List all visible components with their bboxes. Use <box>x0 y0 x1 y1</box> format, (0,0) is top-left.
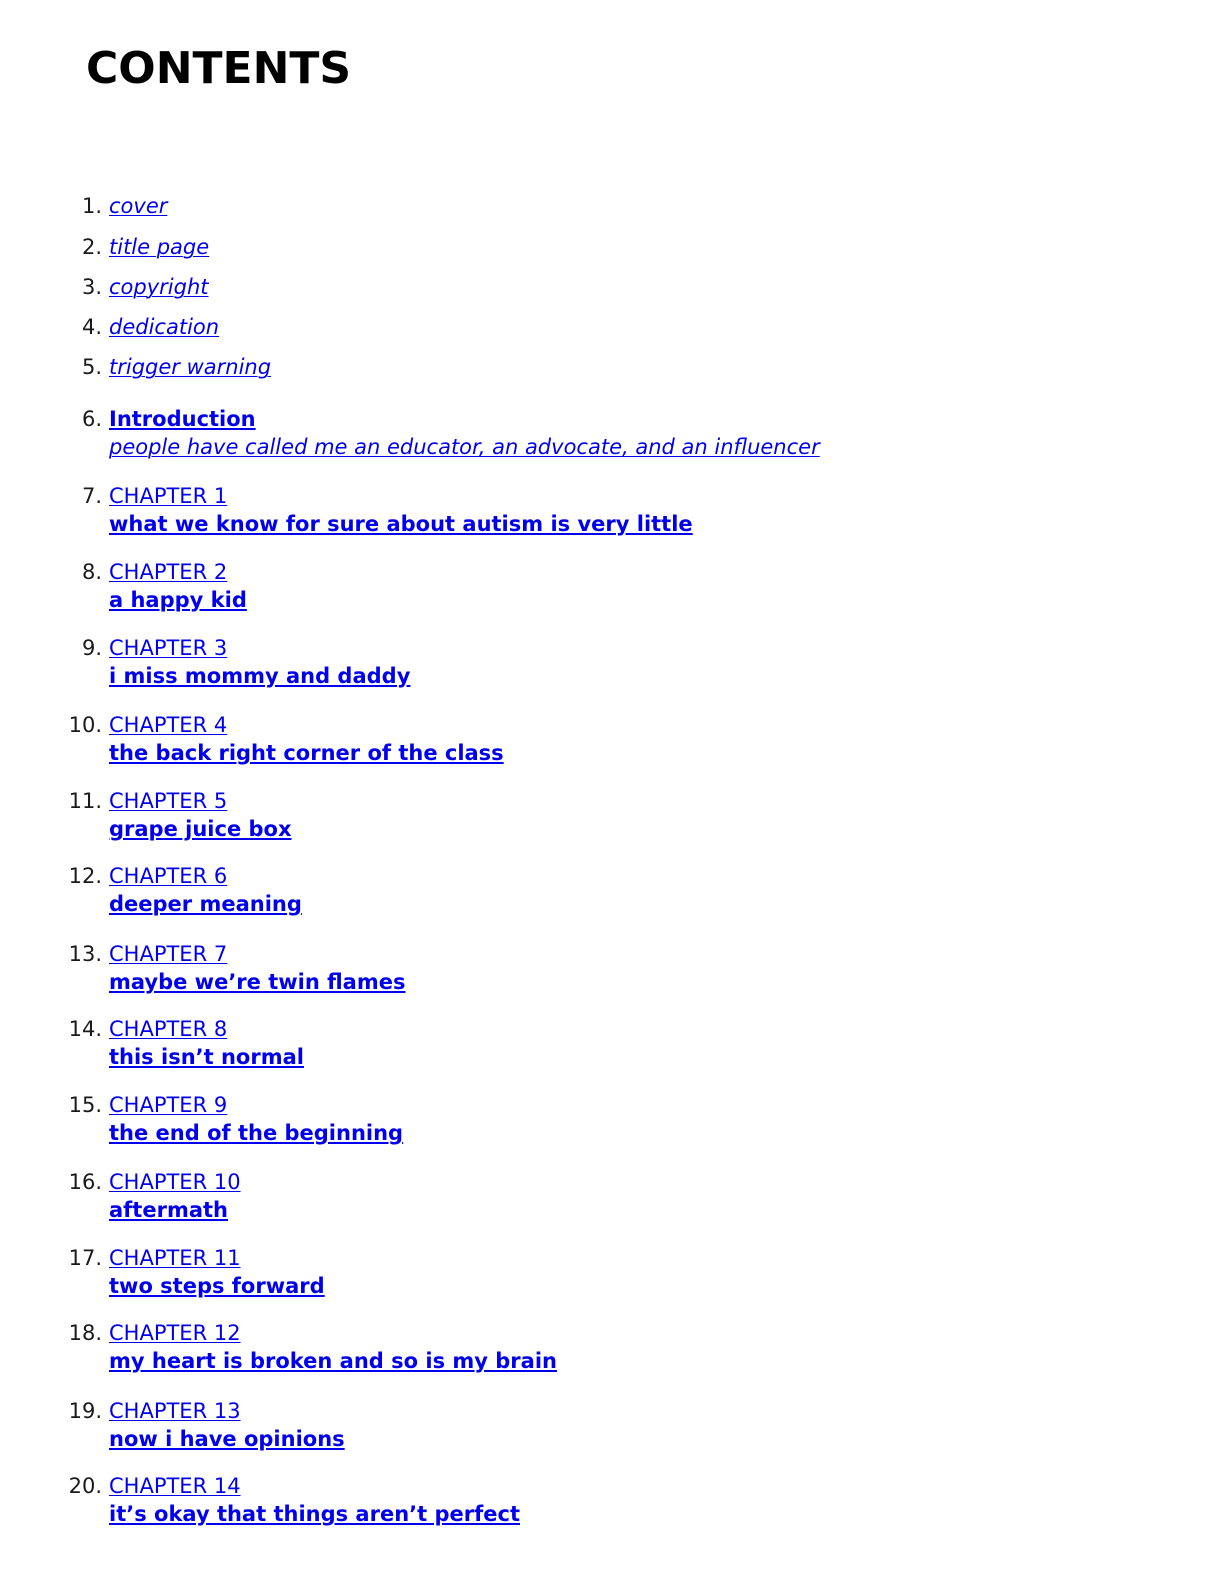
toc-link-chapter-label[interactable]: CHAPTER 14 <box>109 1474 241 1498</box>
toc-link-copyright[interactable]: copyright <box>109 275 209 299</box>
toc-link-chapter-label[interactable]: CHAPTER 12 <box>109 1321 241 1345</box>
toc-link-dedication[interactable]: dedication <box>109 315 220 339</box>
toc-link-chapter-title[interactable]: it’s okay that things aren’t perfect <box>109 1502 520 1526</box>
toc-link-chapter-title[interactable]: i miss mommy and daddy <box>109 664 411 688</box>
toc-number: 11. <box>68 789 102 813</box>
toc-link-chapter-title[interactable]: two steps forward <box>109 1274 325 1298</box>
toc-link-chapter-title[interactable]: the back right corner of the class <box>109 741 504 765</box>
toc-number: 8. <box>81 560 102 584</box>
toc-number: 6. <box>81 407 102 431</box>
toc-link-chapter-title[interactable]: now i have opinions <box>109 1427 345 1451</box>
toc-link-chapter-label[interactable]: CHAPTER 11 <box>109 1246 241 1270</box>
toc-link-chapter-label[interactable]: CHAPTER 1 <box>109 484 228 508</box>
toc-link-chapter-label[interactable]: CHAPTER 6 <box>109 864 228 888</box>
toc-link-chapter-title[interactable]: aftermath <box>109 1198 228 1222</box>
toc-link-chapter-title[interactable]: what we know for sure about autism is very little <box>109 512 693 536</box>
toc-link-chapter-label[interactable]: CHAPTER 8 <box>109 1017 228 1041</box>
toc-link-introduction[interactable]: Introduction <box>109 407 256 431</box>
toc-number: 12. <box>68 864 102 888</box>
toc-number: 1. <box>81 194 102 218</box>
toc-link-chapter-title[interactable]: the end of the beginning <box>109 1121 404 1145</box>
toc-link-cover[interactable]: cover <box>109 194 168 218</box>
toc-number: 19. <box>68 1399 102 1423</box>
toc-number: 10. <box>68 713 102 737</box>
toc-number: 17. <box>68 1246 102 1270</box>
toc-link-chapter-label[interactable]: CHAPTER 13 <box>109 1399 241 1423</box>
toc-number: 5. <box>81 355 102 379</box>
toc-link-chapter-title[interactable]: a happy kid <box>109 588 247 612</box>
toc-link-chapter-label[interactable]: CHAPTER 4 <box>109 713 228 737</box>
toc-link-chapter-label[interactable]: CHAPTER 7 <box>109 942 228 966</box>
toc-link-chapter-label[interactable]: CHAPTER 10 <box>109 1170 241 1194</box>
toc-number: 3. <box>81 275 102 299</box>
toc-number: 18. <box>68 1321 102 1345</box>
toc-link-chapter-label[interactable]: CHAPTER 9 <box>109 1093 228 1117</box>
toc-link-introduction-subtitle[interactable]: people have called me an educator, an advocate, and an influencer <box>109 435 820 459</box>
toc-link-chapter-title[interactable]: grape juice box <box>109 817 292 841</box>
toc-number: 4. <box>81 315 102 339</box>
toc-number: 15. <box>68 1093 102 1117</box>
toc-link-trigger-warning[interactable]: trigger warning <box>109 355 272 379</box>
toc-number: 13. <box>68 942 102 966</box>
toc-link-chapter-title[interactable]: my heart is broken and so is my brain <box>109 1349 557 1373</box>
toc-link-title-page[interactable]: title page <box>109 235 210 259</box>
toc-number: 14. <box>68 1017 102 1041</box>
toc-number: 9. <box>81 636 102 660</box>
toc-link-chapter-label[interactable]: CHAPTER 5 <box>109 789 228 813</box>
toc-link-chapter-title[interactable]: maybe we’re twin flames <box>109 970 406 994</box>
page-title: CONTENTS <box>86 43 352 94</box>
toc-number: 2. <box>81 235 102 259</box>
toc-number: 16. <box>68 1170 102 1194</box>
toc-link-chapter-title[interactable]: this isn’t normal <box>109 1045 304 1069</box>
toc-link-chapter-title[interactable]: deeper meaning <box>109 892 302 916</box>
toc-link-chapter-label[interactable]: CHAPTER 2 <box>109 560 228 584</box>
toc-link-chapter-label[interactable]: CHAPTER 3 <box>109 636 228 660</box>
toc-number: 7. <box>81 484 102 508</box>
toc-number: 20. <box>68 1474 102 1498</box>
